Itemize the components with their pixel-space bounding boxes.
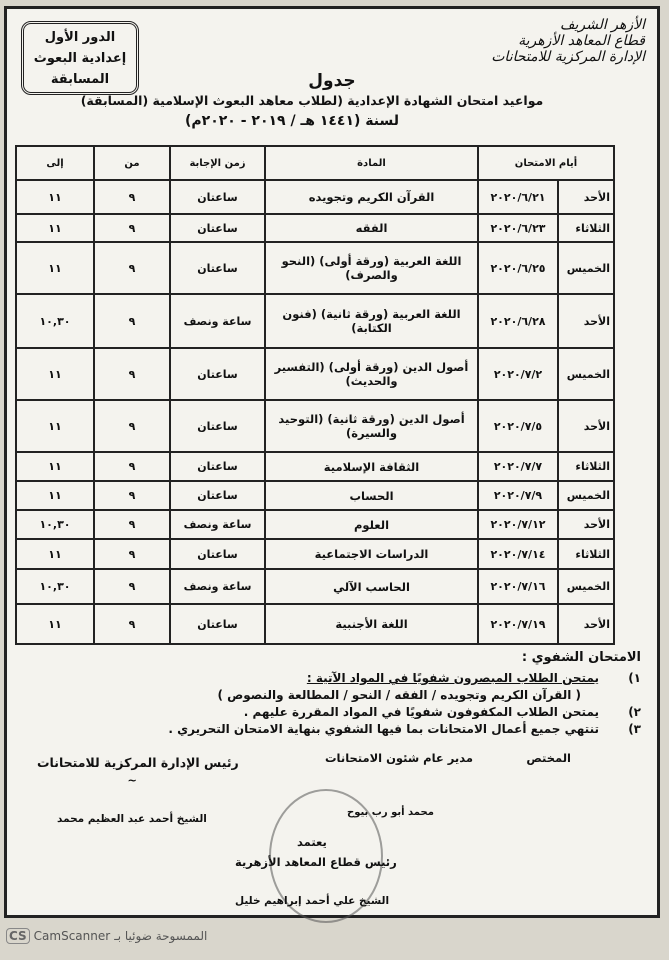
cell-subject: أصول الدين (ورقة ثانية) (التوحيد والسيرة) — [265, 400, 478, 452]
cell-subject: العلوم — [265, 510, 478, 539]
table-row — [16, 569, 614, 604]
sector-title: رئيس قطاع المعاهد الأزهرية — [235, 855, 397, 869]
cell-date: ٢٠٢٠/٧/١٩ — [478, 604, 558, 644]
sector-name: الشيخ علي أحمد إبراهيم خليل — [235, 895, 390, 907]
cell-date: ٢٠٢٠/٦/٢٥ — [478, 242, 558, 294]
cell-duration: ساعتان — [170, 400, 265, 452]
cell-duration: ساعتان — [170, 452, 265, 481]
cell-duration: ساعتان — [170, 214, 265, 242]
specialist-signature: ~ — [127, 773, 137, 787]
cell-date: ٢٠٢٠/٧/١٦ — [478, 569, 558, 604]
cell-from: ٩ — [94, 481, 170, 510]
specialist-label: المختص — [526, 751, 571, 765]
cell-duration: ساعتان — [170, 481, 265, 510]
camscanner-text: الممسوحة ضوئيا بـ — [114, 929, 208, 943]
cell-subject: اللغة العربية (ورقة ثانية) (فنون الكتابة) — [265, 294, 478, 348]
cell-subject: القرآن الكريم وتجويده — [265, 180, 478, 214]
cell-from: ٩ — [94, 510, 170, 539]
cell-from: ٩ — [94, 539, 170, 569]
cell-from: ٩ — [94, 214, 170, 242]
note-item — [21, 704, 641, 721]
cell-date: ٢٠٢٠/٧/٢ — [478, 348, 558, 400]
cell-day: الأحد — [558, 510, 614, 539]
letterhead-line: الأزهر الشريف — [560, 17, 645, 33]
cell-date: ٢٠٢٠/٧/١٤ — [478, 539, 558, 569]
cell-to: ١٠,٣٠ — [16, 294, 94, 348]
table-row — [16, 348, 614, 400]
cell-day: الأحد — [558, 400, 614, 452]
cell-date: ٢٠٢٠/٦/٢٨ — [478, 294, 558, 348]
cell-to: ١١ — [16, 348, 94, 400]
cell-day: الأحد — [558, 604, 614, 644]
cell-duration: ساعتان — [170, 180, 265, 214]
head-title: رئيس الإدارة المركزية للامتحانات — [37, 755, 239, 770]
cell-date: ٢٠٢٠/٧/١٢ — [478, 510, 558, 539]
head-name: الشيخ أحمد عبد العظيم محمد — [57, 813, 207, 825]
cell-subject: اللغة العربية (ورقة أولى) (النحو والصرف) — [265, 242, 478, 294]
header-from: من — [94, 146, 170, 180]
header-days: أيام الامتحان — [478, 146, 614, 180]
cell-duration: ساعة ونصف — [170, 569, 265, 604]
note-item — [21, 721, 641, 738]
letterhead-line: قطاع المعاهد الأزهرية — [518, 33, 645, 49]
box-line: إعدادية البعوث — [33, 51, 127, 66]
table-row — [16, 242, 614, 294]
table-row — [16, 400, 614, 452]
cell-day: الثلاثاء — [558, 214, 614, 242]
cell-from: ٩ — [94, 569, 170, 604]
cell-duration: ساعة ونصف — [170, 510, 265, 539]
table-row — [16, 214, 614, 242]
note-item — [21, 687, 641, 704]
note-text: ( القرآن الكريم وتجويده / الفقه / النحو / المطالعة والنصوص ) — [217, 688, 581, 702]
cell-to: ١١ — [16, 604, 94, 644]
table-row — [16, 180, 614, 214]
cell-subject: الحاسب الآلي — [265, 569, 478, 604]
azhar-letterhead — [415, 17, 645, 65]
cell-to: ١١ — [16, 400, 94, 452]
cell-to: ١٠,٣٠ — [16, 510, 94, 539]
cell-date: ٢٠٢٠/٧/٩ — [478, 481, 558, 510]
notes-heading: الامتحان الشفوي : — [521, 650, 641, 665]
note-text: تنتهي جميع أعمال الامتحانات بما فيها الشفوي بنهاية الامتحان التحريري . — [168, 722, 599, 736]
exam-schedule-table — [15, 145, 615, 645]
cell-from: ٩ — [94, 452, 170, 481]
cell-from: ٩ — [94, 604, 170, 644]
note-number: ١) — [628, 671, 641, 685]
doc-subtitle: مواعيد امتحان الشهادة الإعدادية (لطلاب معاهد البعوث الإسلامية (المسابقة) — [80, 93, 544, 108]
approved-label: يعتمد — [297, 835, 327, 849]
table-row — [16, 510, 614, 539]
cell-subject: اللغة الأجنبية — [265, 604, 478, 644]
cell-day: الثلاثاء — [558, 452, 614, 481]
director-title: مدير عام شئون الامتحانات — [325, 751, 473, 765]
note-number: ٢) — [628, 705, 641, 719]
cell-duration: ساعتان — [170, 539, 265, 569]
cell-day: الأحد — [558, 180, 614, 214]
header-subject: المادة — [265, 146, 478, 180]
cell-to: ١١ — [16, 539, 94, 569]
cell-from: ٩ — [94, 348, 170, 400]
box-line: الدور الأول — [44, 30, 116, 45]
cell-to: ١١ — [16, 214, 94, 242]
cell-date: ٢٠٢٠/٦/٢٣ — [478, 214, 558, 242]
table-row — [16, 294, 614, 348]
table-row — [16, 481, 614, 510]
note-text: يمتحن الطلاب المكفوفون شفويًا في المواد المقررة عليهم . — [243, 705, 599, 719]
header-duration: زمن الإجابة — [170, 146, 265, 180]
cell-day: الأحد — [558, 294, 614, 348]
director-name: محمد أبو رب بيوح — [347, 807, 434, 818]
cell-day: الخميس — [558, 242, 614, 294]
doc-title: جدول — [308, 71, 356, 91]
cell-duration: ساعتان — [170, 348, 265, 400]
box-line: المسابقة — [50, 72, 110, 87]
cell-subject: الثقافة الإسلامية — [265, 452, 478, 481]
cell-day: الخميس — [558, 481, 614, 510]
table-row — [16, 452, 614, 481]
cell-subject: أصول الدين (ورقة أولى) (التفسير والحديث) — [265, 348, 478, 400]
cell-to: ١١ — [16, 452, 94, 481]
cell-day: الثلاثاء — [558, 539, 614, 569]
cell-to: ١٠,٣٠ — [16, 569, 94, 604]
camscanner-logo: CS — [6, 928, 30, 944]
cell-to: ١١ — [16, 481, 94, 510]
oral-exam-notes — [21, 649, 641, 738]
cell-duration: ساعة ونصف — [170, 294, 265, 348]
cell-date: ٢٠٢٠/٧/٧ — [478, 452, 558, 481]
cell-subject: الفقه — [265, 214, 478, 242]
cell-day: الخميس — [558, 348, 614, 400]
cell-duration: ساعتان — [170, 242, 265, 294]
cell-from: ٩ — [94, 242, 170, 294]
cell-from: ٩ — [94, 294, 170, 348]
cell-date: ٢٠٢٠/٦/٢١ — [478, 180, 558, 214]
note-text: يمتحن الطلاب المبصرون شفويًا في المواد الآتية : — [306, 671, 599, 685]
cell-from: ٩ — [94, 180, 170, 214]
table-row — [16, 539, 614, 569]
note-item — [21, 670, 641, 687]
cell-from: ٩ — [94, 400, 170, 452]
table-row — [16, 604, 614, 644]
document-page — [4, 6, 660, 918]
cell-to: ١١ — [16, 242, 94, 294]
camscanner-brand: CamScanner — [33, 929, 111, 943]
cell-subject: الحساب — [265, 481, 478, 510]
note-number: ٣) — [628, 722, 641, 736]
letterhead-line: الإدارة المركزية للامتحانات — [491, 49, 645, 65]
doc-year: لسنة (١٤٤١ هـ / ٢٠١٩ - ٢٠٢٠م) — [184, 113, 399, 129]
cell-duration: ساعتان — [170, 604, 265, 644]
cell-day: الخميس — [558, 569, 614, 604]
header-to: إلى — [16, 146, 94, 180]
cell-to: ١١ — [16, 180, 94, 214]
camscanner-watermark — [6, 928, 207, 944]
cell-subject: الدراسات الاجتماعية — [265, 539, 478, 569]
cell-date: ٢٠٢٠/٧/٥ — [478, 400, 558, 452]
